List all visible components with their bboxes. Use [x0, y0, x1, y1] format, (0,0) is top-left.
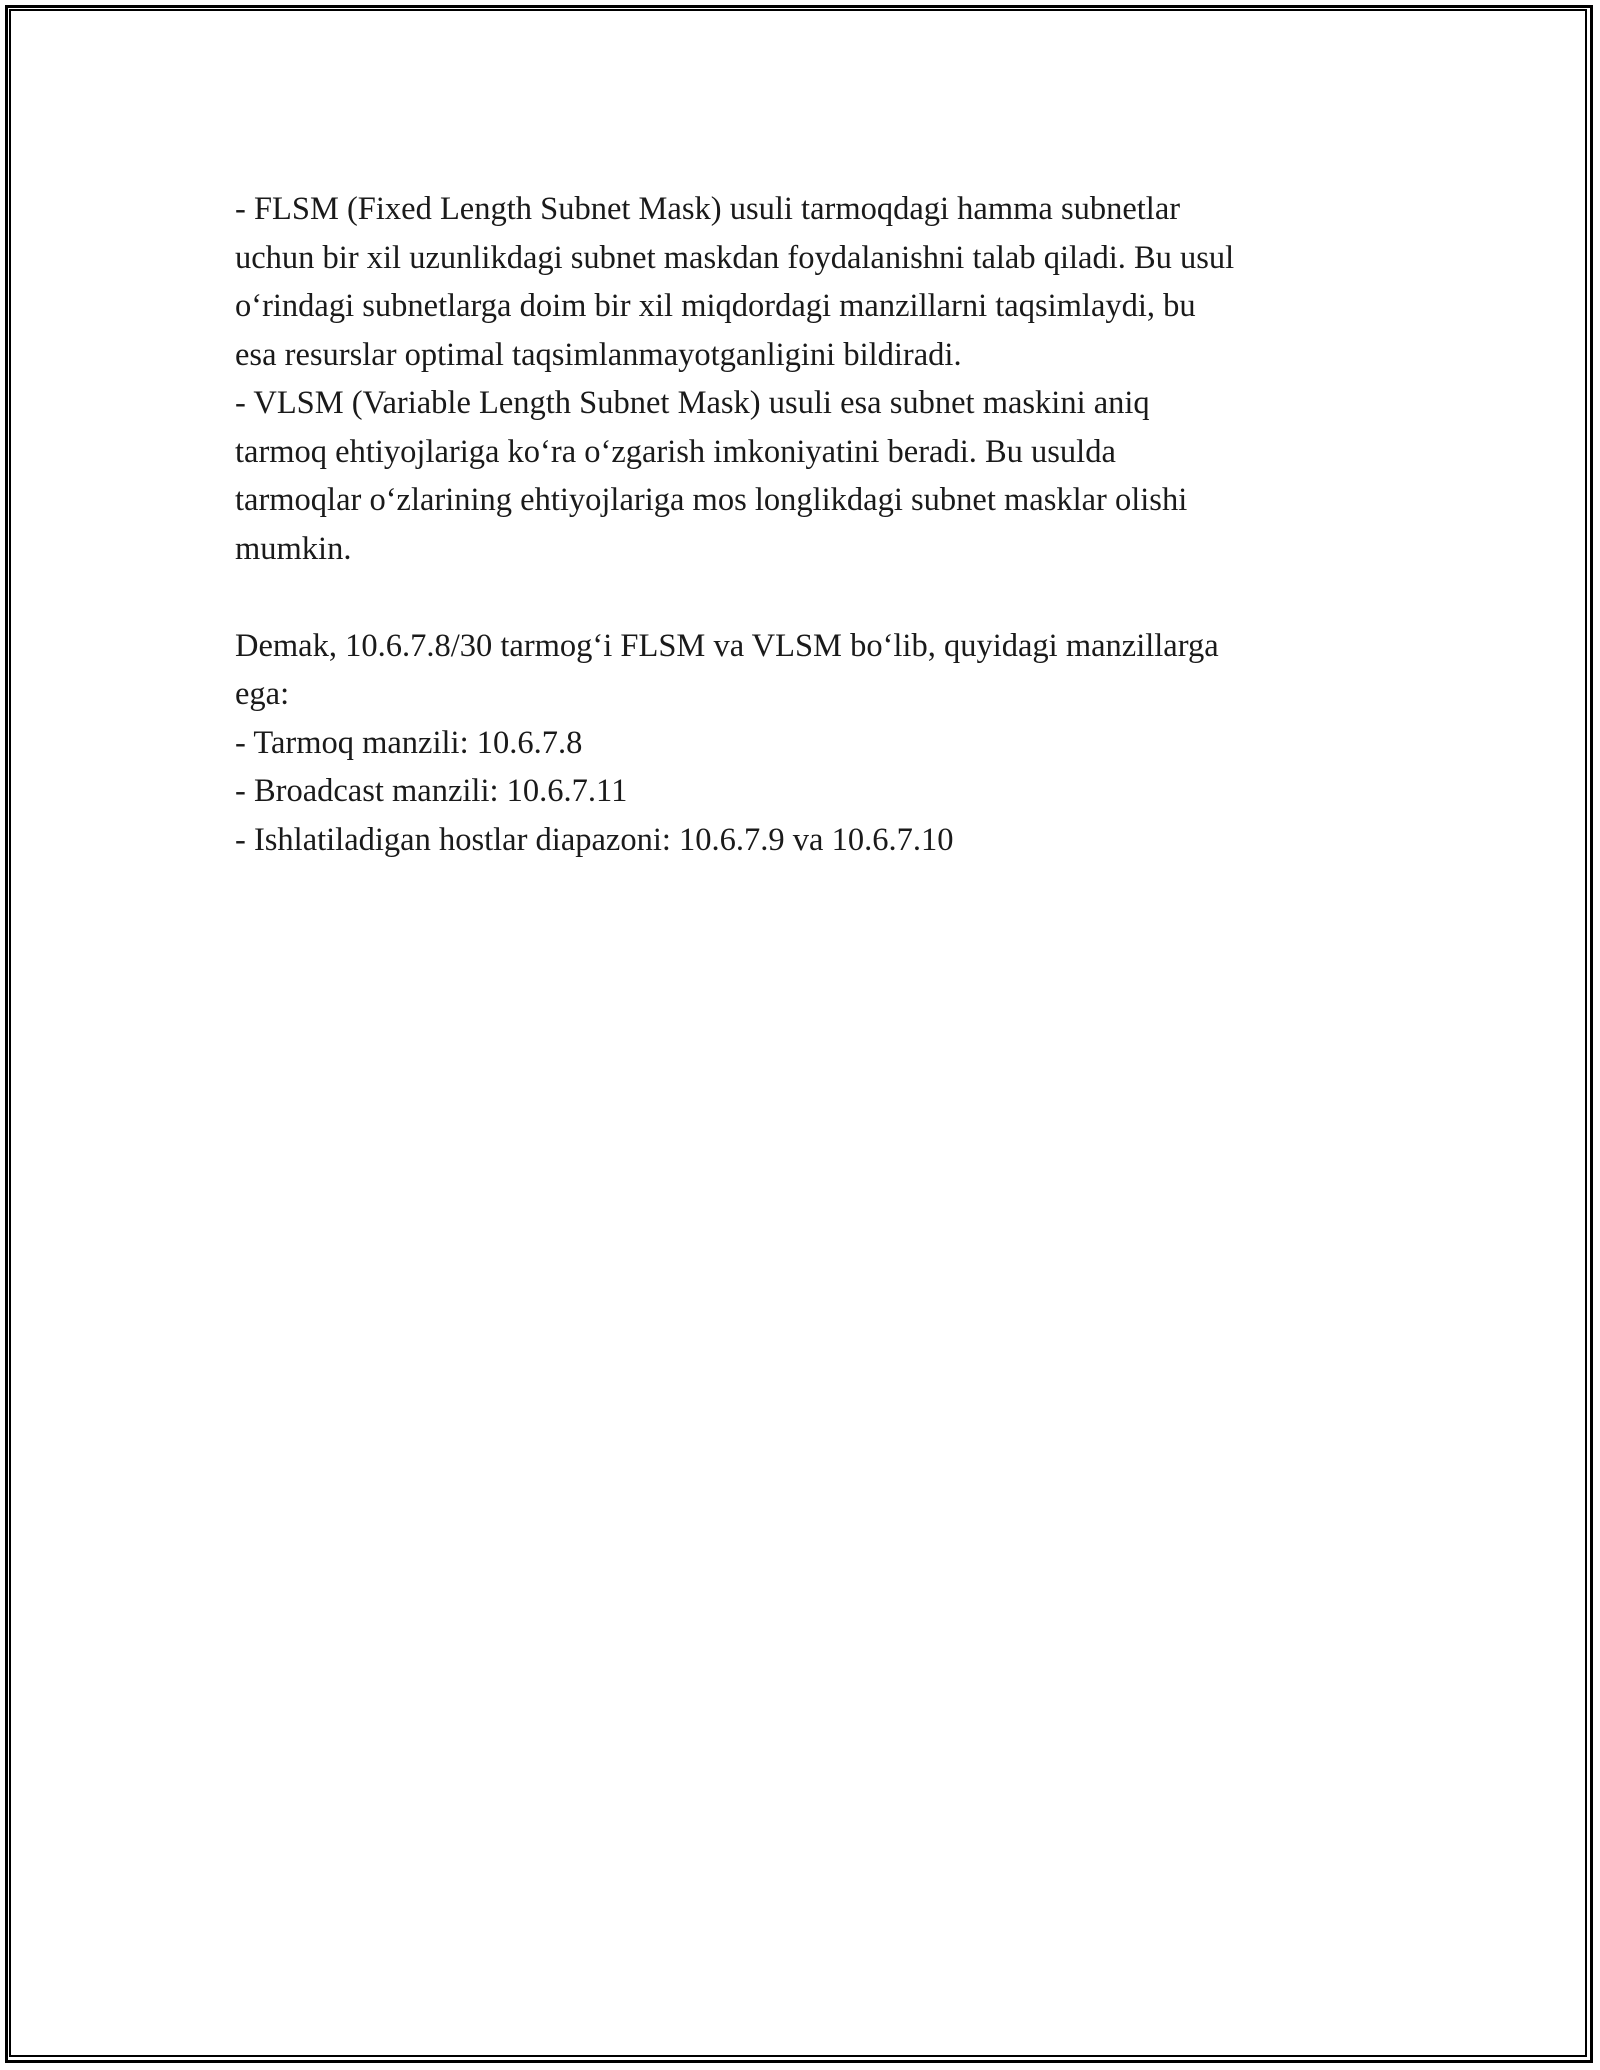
list-item: - Tarmoq manzili: 10.6.7.8 [235, 724, 583, 761]
text-line: o‘rindagi subnetlarga doim bir xil miqdordagi manzillarni taqsimlaydi, bu [235, 288, 1196, 324]
text-line: tarmoq ehtiyojlariga ko‘ra o‘zgarish imkoniyatini beradi. Bu usulda [235, 433, 1116, 470]
document-body [235, 185, 1375, 864]
text-line: tarmoqlar o‘zlarining ehtiyojlariga mos longlikdagi subnet masklar olishi [235, 482, 1188, 518]
text-line: mumkin. [235, 530, 352, 567]
vlsm-paragraph [235, 379, 1375, 573]
list-item: - Broadcast manzili: 10.6.7.11 [235, 773, 628, 809]
text-line: Demak, 10.6.7.8/30 tarmog‘i FLSM va VLSM bo‘lib, quyidagi manzillarga [235, 627, 1219, 664]
conclusion-paragraph [235, 622, 1375, 719]
text-line: ega: [235, 676, 290, 712]
text-line: uchun bir xil uzunlikdagi subnet maskdan foydalanishni talab qiladi. Bu usul [235, 239, 1235, 276]
list-item: - Ishlatiladigan hostlar diapazoni: 10.6.7.9 va 10.6.7.10 [235, 821, 954, 858]
address-list [235, 719, 1375, 865]
text-line: esa resurslar optimal taqsimlanmayotganligini bildiradi. [235, 336, 962, 373]
paragraph-spacer [235, 573, 1375, 622]
text-line: - VLSM (Variable Length Subnet Mask) usuli esa subnet maskini aniq [235, 385, 1150, 421]
flsm-paragraph [235, 185, 1375, 379]
text-line: - FLSM (Fixed Length Subnet Mask) usuli tarmoqdagi hamma subnetlar [235, 191, 1181, 227]
